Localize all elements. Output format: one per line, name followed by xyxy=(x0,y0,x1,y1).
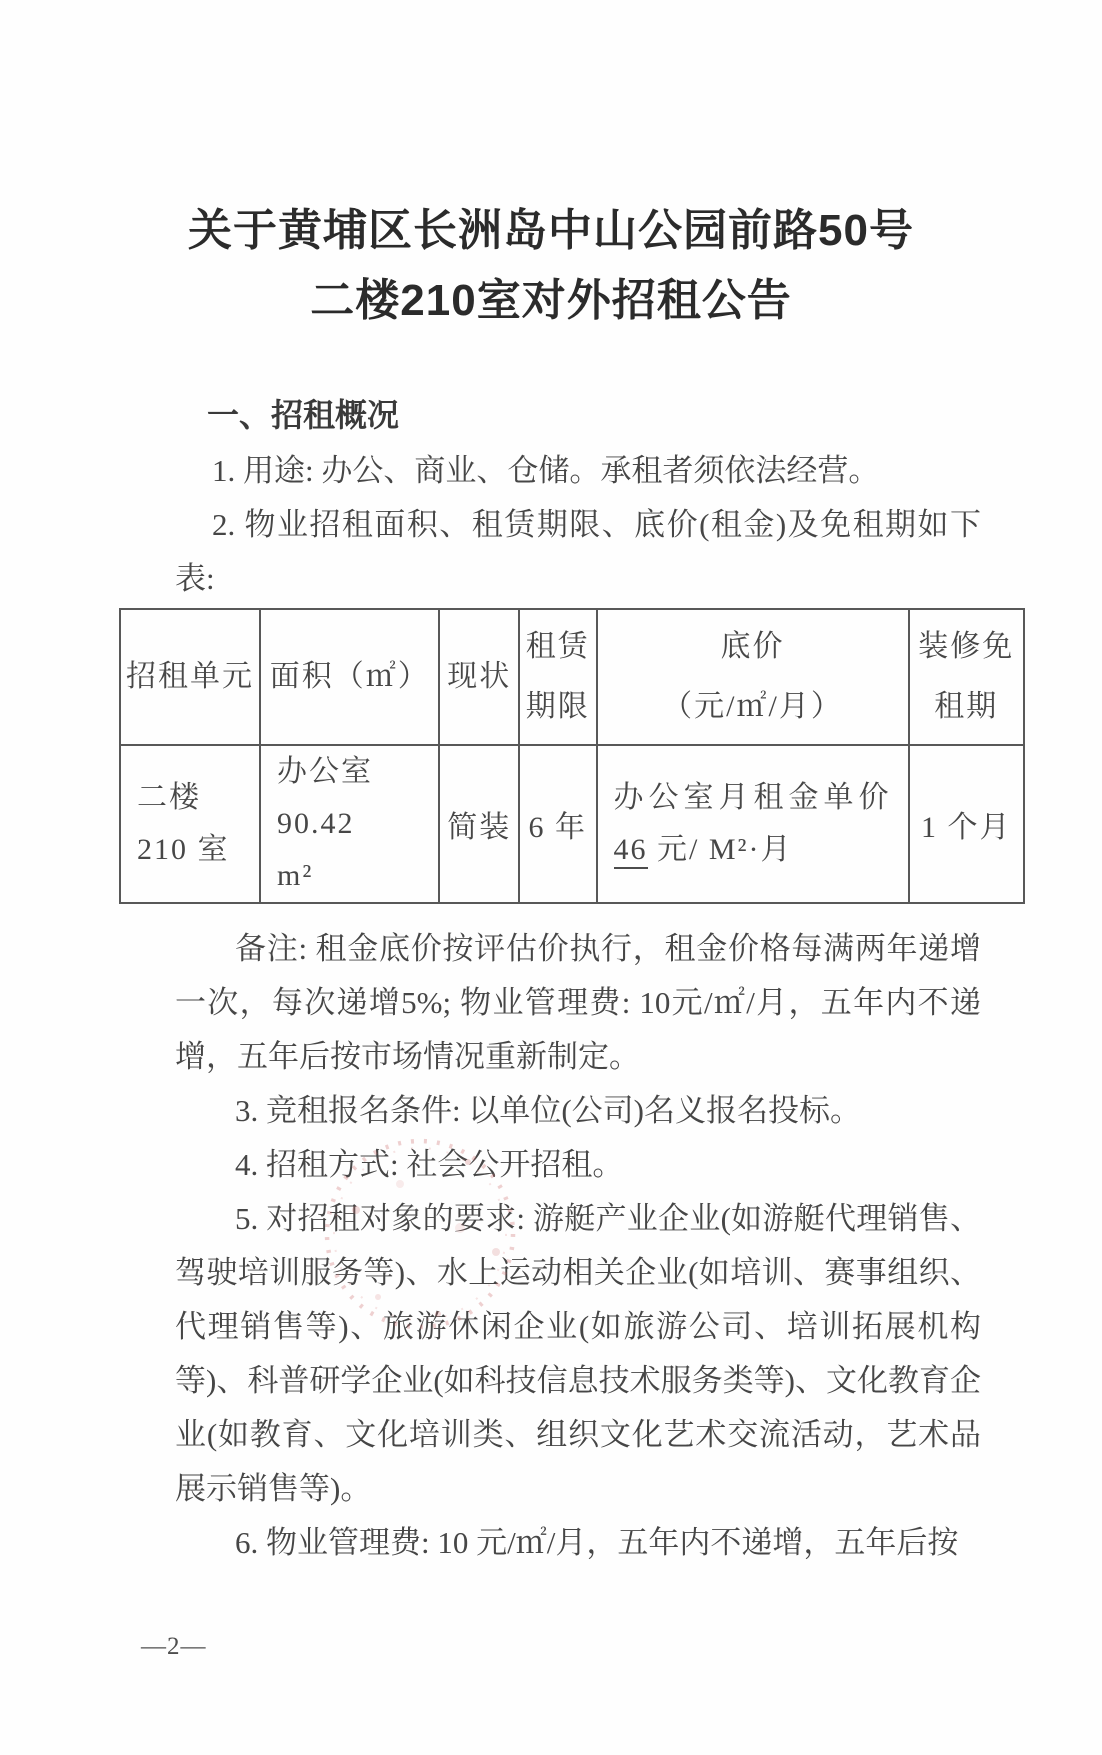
col-header-unit: 招租单元 xyxy=(120,609,260,745)
cell-rentfree: 1 个月 xyxy=(909,745,1025,903)
col-header-price: 底价 （元/㎡/月） xyxy=(597,609,909,745)
col-header-condition: 现状 xyxy=(439,609,518,745)
col-header-rentfree: 装修免 租期 xyxy=(909,609,1025,745)
price-unit-text: 元/ M²·月 xyxy=(647,833,793,866)
rental-table xyxy=(119,608,1025,904)
paragraph-item1: 1. 用途: 办公、商业、仓储。承租者须依法经营。 xyxy=(212,453,880,488)
paragraph-item4: 4. 招租方式: 社会公开招租。 xyxy=(235,1147,624,1182)
paragraph-note: 备注: 租金底价按评估价执行，租金价格每满两年递增一次，每次递增5%; 物业管理费: 10元/㎡/月，五年内不递增，五年后按市场情况重新制定。 xyxy=(175,931,981,1074)
document-body xyxy=(119,392,1025,1570)
page-number: —2— xyxy=(141,1633,207,1660)
col-header-term: 租赁 期限 xyxy=(519,609,597,745)
cell-area: 办公室 90.42 m² xyxy=(260,745,439,903)
cell-term: 6 年 xyxy=(519,745,597,903)
table-header-row xyxy=(120,609,1024,745)
underlined-price-value: 46 xyxy=(614,833,648,869)
paragraph-item3: 3. 竞租报名条件: 以单位(公司)名义报名投标。 xyxy=(235,1093,862,1128)
cell-unit: 二楼 210 室 xyxy=(120,745,260,903)
paragraph-item5: 5. 对招租对象的要求: 游艇产业企业(如游艇代理销售、驾驶培训服务等)、水上运动相关企业(如培训、赛事组织、代理销售等)、旅游休闲企业(如旅游公司、培训拓展机构等)、科普研学企业(如科技信息技术服务类等)、文化教育企业(如教育、文化培训类、组织文化艺术交流活动，艺术品展示销售等)。 xyxy=(175,1201,981,1506)
page-title xyxy=(40,196,1062,336)
title-line-2: 二楼210室对外招租公告 xyxy=(310,276,792,325)
col-header-area: 面积（㎡） xyxy=(260,609,439,745)
title-line-1: 关于黄埔区长洲岛中山公园前路50号 xyxy=(188,206,914,255)
paragraph-item2: 2. 物业招租面积、租赁期限、底价(租金)及免租期如下表: xyxy=(175,507,981,596)
table-row xyxy=(120,745,1024,903)
cell-price: 办公室月租金单价 46 元/ M²·月 xyxy=(597,745,909,903)
paragraph-item6: 6. 物业管理费: 10 元/㎡/月，五年内不递增，五年后按 xyxy=(235,1525,959,1560)
cell-condition: 简装 xyxy=(439,745,518,903)
section-heading: 一、招租概况 xyxy=(207,397,400,433)
